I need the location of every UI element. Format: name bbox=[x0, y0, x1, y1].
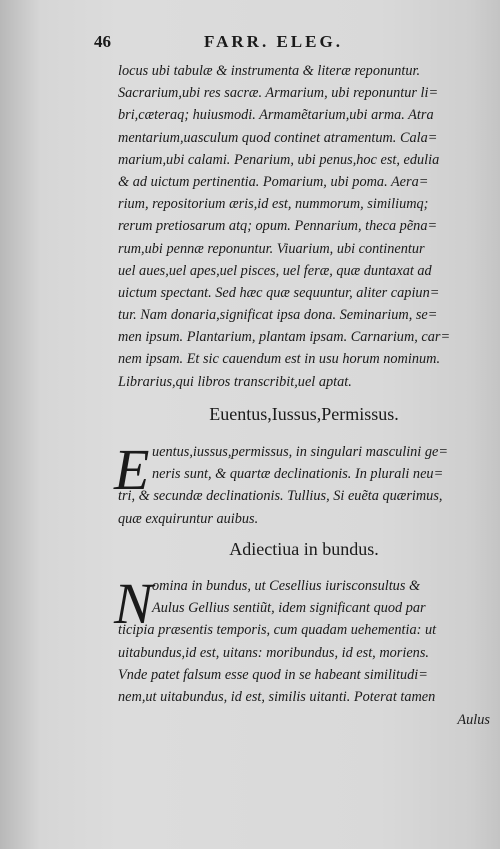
text-line: omina in bundus, ut Cesellius iurisconsultus & bbox=[152, 578, 421, 594]
text-block-3 bbox=[114, 571, 490, 708]
text-line: uentus,iussus,permissus, in singulari masculini ge= bbox=[152, 444, 448, 460]
page-number: 46 bbox=[94, 32, 111, 51]
text-line: uitabundus,id est, uitans: moribundus, id est, moriens. bbox=[118, 644, 429, 661]
text-block-1 bbox=[118, 60, 490, 393]
text-line: uel aues,uel apes,uel pisces, uel feræ, quæ duntaxat ad bbox=[118, 262, 432, 279]
text-line: men ipsum. Plantarium, plantam ipsam. Carnarium, car= bbox=[118, 329, 451, 346]
text-line: ticipia præsentis temporis, cum quadam uehementia: ut bbox=[118, 622, 437, 639]
text-line: nem ipsam. Et sic cauendum est in usu horum nominum. bbox=[118, 351, 441, 368]
running-head: FARR. ELEG. bbox=[204, 32, 343, 51]
text-line: nem,ut uitabundus, id est, similis uitanti. Poterat tamen bbox=[118, 688, 436, 705]
section-heading-adiectiua: Adiectiua in bundus. bbox=[229, 539, 379, 559]
text-line: tri, & secundæ declinationis. Tullius, Si euẽta quærimus, bbox=[118, 488, 443, 505]
text-line: rum,ubi pennæ reponuntur. Viuarium, ubi continentur bbox=[118, 240, 425, 257]
text-line: tur. Nam donaria,significat ipsa dona. Seminarium, se= bbox=[118, 307, 438, 324]
text-line: locus ubi tabulæ & instrumenta & literæ reponuntur. bbox=[118, 63, 421, 79]
text-line: rerum pretiosarum atq; opum. Pennarium, theca pẽna= bbox=[118, 218, 438, 235]
text-line: & ad uictum pertinentia. Pomarium, ubi poma. Aera= bbox=[118, 173, 429, 190]
page-header bbox=[94, 32, 474, 54]
text-line: Aulus Gellius sentiũt, idem significant quod par bbox=[152, 600, 426, 617]
text-line: rium, repositorium æris,id est, nummorum, similiumq; bbox=[118, 196, 429, 213]
text-line: neris sunt, & quartæ declinationis. In plurali neu= bbox=[152, 466, 444, 483]
text-line: Sacrarium,ubi res sacræ. Armarium, ubi reponuntur li= bbox=[118, 85, 439, 102]
section-heading-euentus: Euentus,Iussus,Permissus. bbox=[209, 404, 399, 424]
text-line: bri,cæteraq; huiusmodi. Armamẽtarium,ubi arma. Atra bbox=[118, 107, 434, 124]
drop-cap: E bbox=[114, 437, 150, 502]
catchword: Aulus bbox=[457, 712, 490, 728]
text-line: quæ exquiruntur auibus. bbox=[118, 510, 259, 527]
text-line: mentarium,uasculum quod continet atramentum. Cala= bbox=[118, 129, 438, 146]
text-line: uictum spectant. Sed hæc quæ sequuntur, aliter capiun= bbox=[118, 284, 440, 301]
drop-cap: N bbox=[114, 571, 153, 636]
text-line: marium,ubi calami. Penarium, ubi penus,hoc est, edulia bbox=[118, 151, 440, 168]
text-line: Librarius,qui libros transcribit,uel aptat. bbox=[118, 373, 352, 390]
text-line: Vnde patet falsum esse quod in se habeant similitudi= bbox=[118, 666, 428, 683]
text-block-2 bbox=[114, 437, 490, 530]
